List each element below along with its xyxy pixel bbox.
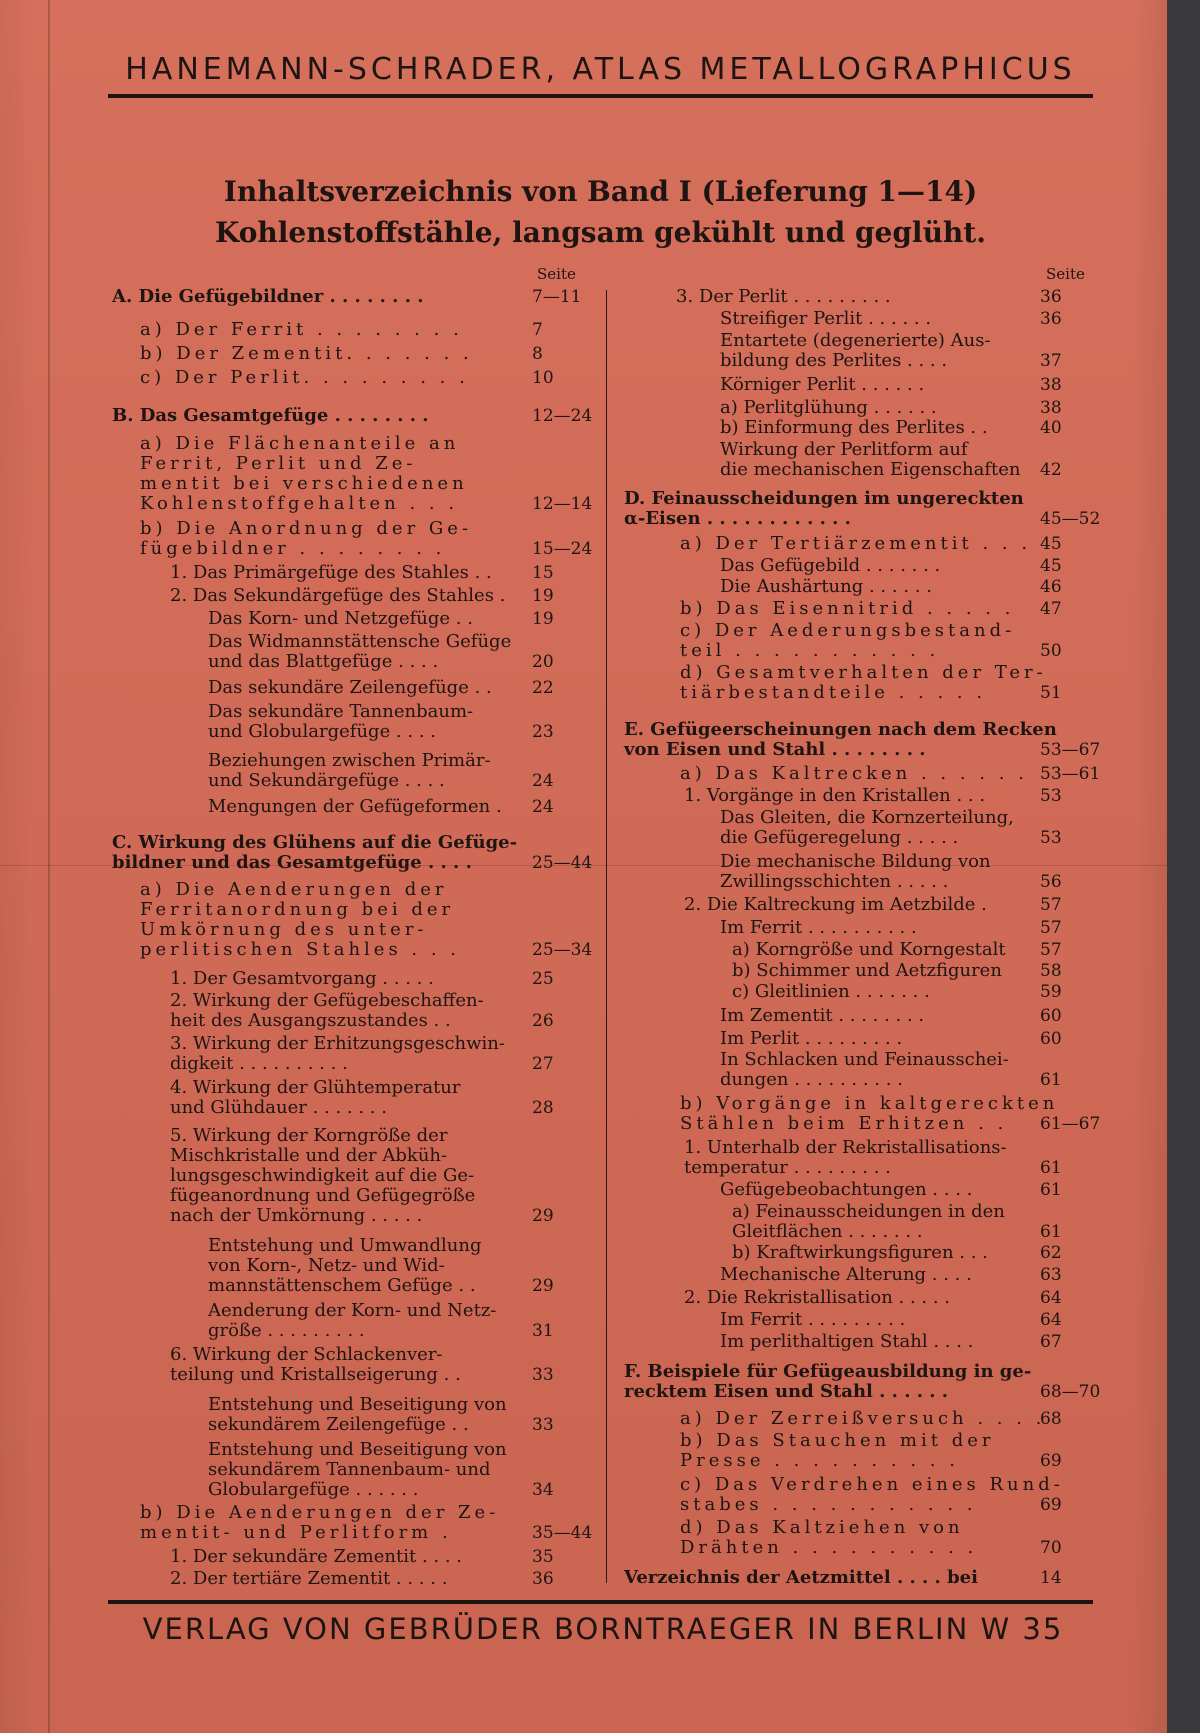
toc-page-number: 68—70 bbox=[1040, 1382, 1101, 1402]
toc-entry bbox=[680, 764, 1028, 784]
toc-entry-text: dungen . . . . . . . . . . bbox=[720, 1069, 903, 1090]
toc-entry bbox=[140, 519, 472, 559]
column-divider bbox=[606, 290, 607, 1583]
toc-entry bbox=[170, 969, 434, 989]
toc-entry bbox=[140, 344, 473, 364]
toc-page-number: 61—67 bbox=[1040, 1114, 1101, 1134]
toc-entry-text: a) Die Aenderungen der bbox=[140, 879, 448, 900]
toc-page-number: 46 bbox=[1040, 577, 1062, 597]
toc-entry-text: a) Feinausscheidungen in den bbox=[732, 1201, 1005, 1222]
toc-page-number: 19 bbox=[532, 609, 554, 629]
toc-page-number: 58 bbox=[1040, 961, 1062, 981]
toc-entry-text: 2. Der tertiäre Zementit . . . . . bbox=[170, 1568, 448, 1589]
toc-entry bbox=[140, 320, 463, 340]
toc-entry bbox=[720, 1029, 902, 1049]
toc-entry bbox=[732, 961, 1002, 981]
toc-subtitle: Kohlenstoffstähle, langsam gekühlt und geglüht. bbox=[215, 216, 986, 249]
toc-entry bbox=[170, 1547, 462, 1567]
toc-entry-text: recktem Eisen und Stahl . . . . . . bbox=[624, 1381, 949, 1402]
toc-entry bbox=[720, 440, 1020, 480]
toc-entry-text: c) Das Verdrehen eines Rund- bbox=[680, 1474, 1064, 1495]
toc-entry-text: 1. Vorgänge in den Kristallen . . . bbox=[684, 785, 986, 806]
toc-page-number: 7—11 bbox=[532, 287, 582, 307]
toc-entry bbox=[684, 786, 985, 806]
toc-page-number: 50 bbox=[1040, 641, 1062, 661]
toc-entry-text: Die Aushärtung . . . . . . bbox=[720, 576, 932, 597]
toc-entry-text: a) Die Flächenanteile an bbox=[140, 433, 460, 454]
toc-entry bbox=[720, 1180, 972, 1200]
toc-entry bbox=[684, 1288, 950, 1308]
toc-page-number: 14 bbox=[1040, 1568, 1062, 1588]
toc-entry bbox=[624, 489, 1024, 529]
toc-entry-text: b) Kraftwirkungsfiguren . . . bbox=[732, 1242, 988, 1263]
toc-entry bbox=[680, 663, 1047, 703]
toc-entry bbox=[720, 1050, 1009, 1090]
toc-page-number: 42 bbox=[1040, 460, 1062, 480]
toc-entry-text: Stählen beim Erhitzen . . bbox=[680, 1113, 1008, 1134]
toc-entry-text: Im Perlit . . . . . . . . . bbox=[720, 1028, 903, 1049]
toc-entry-text: mentit bei verschiedenen bbox=[140, 473, 468, 494]
toc-entry-text: Die mechanische Bildung von bbox=[720, 851, 991, 872]
toc-entry bbox=[170, 1126, 475, 1226]
toc-entry bbox=[208, 702, 473, 742]
toc-page-number: 37 bbox=[1040, 351, 1062, 371]
toc-page-number: 69 bbox=[1040, 1495, 1062, 1515]
toc-page-number: 34 bbox=[532, 1480, 554, 1500]
toc-entry bbox=[720, 418, 988, 438]
toc-entry-text: von Korn-, Netz- und Wid- bbox=[208, 1255, 445, 1276]
toc-entry bbox=[720, 556, 940, 576]
toc-entry-text: digkeit . . . . . . . . . . bbox=[170, 1053, 348, 1074]
toc-entry-text: sekundärem Zeilengefüge . . bbox=[208, 1414, 469, 1435]
toc-entry-text: Im Ferrit . . . . . . . . . bbox=[720, 1309, 906, 1330]
toc-entry bbox=[112, 833, 517, 873]
toc-entry-text: fügebildner . . . . . . . . bbox=[140, 538, 446, 559]
toc-entry bbox=[720, 918, 917, 938]
toc-entry bbox=[170, 991, 484, 1031]
toc-page-number: 56 bbox=[1040, 872, 1062, 892]
toc-entry-text: Mechanische Alterung . . . . bbox=[720, 1264, 972, 1285]
page-column-label-left: Seite bbox=[537, 265, 576, 283]
toc-page-number: 33 bbox=[532, 1415, 554, 1435]
toc-entry bbox=[112, 287, 424, 307]
toc-entry-text: Ferritanordnung bei der bbox=[140, 899, 455, 920]
toc-entry bbox=[208, 797, 502, 817]
toc-entry-text: a) Der Ferrit . . . . . . . . bbox=[140, 319, 463, 340]
toc-entry-text: Das Gleiten, die Kornzerteilung, bbox=[720, 807, 1014, 828]
toc-entry-text: Presse . . . . . . . . . . bbox=[680, 1450, 959, 1471]
toc-entry bbox=[732, 1202, 1005, 1242]
toc-page-number: 57 bbox=[1040, 940, 1062, 960]
toc-entry-text: b) Das Stauchen mit der bbox=[680, 1430, 995, 1451]
toc-entry bbox=[720, 309, 931, 329]
series-title: HANEMANN-SCHRADER, ATLAS METALLOGRAPHICUS bbox=[125, 52, 1076, 87]
toc-page-number: 29 bbox=[532, 1276, 554, 1296]
toc-entry-text: b) Schimmer und Aetzfiguren bbox=[732, 960, 1002, 981]
toc-entry-text: a) Der Tertiärzementit . . . bbox=[680, 533, 1032, 554]
toc-entry-text: Entartete (degenerierte) Aus- bbox=[720, 330, 991, 351]
toc-entry bbox=[140, 1503, 499, 1543]
toc-entry-text: Im perlithaltigen Stahl . . . . bbox=[720, 1331, 974, 1352]
toc-entry bbox=[624, 1362, 1031, 1402]
toc-entry-text: teil . . . . . . . . . . . bbox=[680, 640, 940, 661]
toc-entry-text: b) Einformung des Perlites . . bbox=[720, 417, 988, 438]
toc-entry-text: Globulargefüge . . . . . . bbox=[208, 1479, 419, 1500]
toc-page-number: 61 bbox=[1040, 1222, 1062, 1242]
fold-crease bbox=[48, 0, 50, 1733]
toc-page-number: 53—67 bbox=[1040, 740, 1101, 760]
toc-entry-text: 3. Der Perlit . . . . . . . . . bbox=[676, 286, 891, 307]
toc-entry-text: Im Ferrit . . . . . . . . . . bbox=[720, 917, 917, 938]
toc-page-number: 40 bbox=[1040, 418, 1062, 438]
toc-entry-text: E. Gefügeerscheinungen nach dem Recken bbox=[624, 719, 1057, 740]
toc-entry-text: Aenderung der Korn- und Netz- bbox=[208, 1300, 497, 1321]
toc-page-number: 35 bbox=[532, 1547, 554, 1567]
toc-page-number: 8 bbox=[532, 344, 543, 364]
toc-page-number: 36 bbox=[1040, 309, 1062, 329]
toc-entry-text: Im Zementit . . . . . . . . bbox=[720, 1005, 925, 1026]
toc-entry-text: mentit- und Perlitform . bbox=[140, 1522, 452, 1543]
toc-entry-text: 2. Die Rekristallisation . . . . . bbox=[684, 1287, 951, 1308]
toc-entry bbox=[140, 368, 469, 388]
toc-page-number: 60 bbox=[1040, 1029, 1062, 1049]
toc-entry-text: und Globulargefüge . . . . bbox=[208, 721, 436, 742]
toc-entry-text: temperatur . . . . . . . . . bbox=[684, 1157, 891, 1178]
toc-entry-text: tiärbestandteile . . . . . bbox=[680, 682, 987, 703]
publisher-footer: VERLAG VON GEBRÜDER BORNTRAEGER IN BERLIN W 35 bbox=[142, 1612, 1064, 1646]
toc-entry-text: 1. Unterhalb der Rekristallisations- bbox=[684, 1137, 1007, 1158]
toc-title: Inhaltsverzeichnis von Band I (Lieferung 1—14) bbox=[223, 175, 978, 208]
toc-entry-text: 4. Wirkung der Glühtemperatur bbox=[170, 1077, 461, 1098]
toc-entry bbox=[680, 621, 1015, 661]
toc-entry-text: nach der Umkörnung . . . . . bbox=[170, 1205, 423, 1226]
toc-entry bbox=[170, 563, 492, 583]
toc-entry bbox=[170, 1078, 461, 1118]
toc-entry-text: b) Die Anordnung der Ge- bbox=[140, 518, 473, 539]
toc-entry-text: b) Die Aenderungen der Ze- bbox=[140, 1502, 500, 1523]
toc-entry-text: α-Eisen . . . . . . . . . . . . bbox=[624, 508, 851, 529]
toc-page-number: 15 bbox=[532, 563, 554, 583]
toc-entry-text: 2. Das Sekundärgefüge des Stahles . bbox=[170, 585, 506, 606]
toc-entry-text: 5. Wirkung der Korngröße der bbox=[170, 1125, 448, 1146]
toc-entry-text: 1. Der Gesamtvorgang . . . . . bbox=[170, 968, 434, 989]
toc-entry bbox=[170, 1034, 505, 1074]
toc-entry-text: Körniger Perlit . . . . . . bbox=[720, 374, 925, 395]
toc-page-number: 33 bbox=[532, 1365, 554, 1385]
toc-page-number: 53 bbox=[1040, 828, 1062, 848]
toc-entry bbox=[720, 398, 937, 418]
toc-entry bbox=[140, 880, 460, 960]
toc-page-number: 28 bbox=[532, 1098, 554, 1118]
toc-entry-text: C. Wirkung des Glühens auf die Gefüge- bbox=[112, 832, 518, 853]
toc-entry bbox=[624, 1568, 978, 1588]
toc-entry-text: Kohlenstoffgehalten . . . bbox=[140, 493, 459, 514]
toc-page-number: 68 bbox=[1040, 1409, 1062, 1429]
toc-entry-text: stabes . . . . . . . . . . . bbox=[680, 1494, 977, 1515]
toc-entry bbox=[684, 895, 987, 915]
toc-page-number: 70 bbox=[1040, 1538, 1062, 1558]
toc-entry-text: a) Der Zerreißversuch . . . . bbox=[680, 1408, 1046, 1429]
toc-page-number: 53—61 bbox=[1040, 764, 1101, 784]
toc-page-number: 61 bbox=[1040, 1070, 1062, 1090]
toc-page-number: 24 bbox=[532, 797, 554, 817]
toc-entry-text: heit des Ausgangszustandes . . bbox=[170, 1010, 451, 1031]
toc-entry-text: Streifiger Perlit . . . . . . bbox=[720, 308, 932, 329]
toc-entry bbox=[208, 1301, 496, 1341]
toc-page-number: 38 bbox=[1040, 398, 1062, 418]
toc-entry-text: und Glühdauer . . . . . . . bbox=[170, 1097, 387, 1118]
toc-entry-text: Das Gefügebild . . . . . . . bbox=[720, 555, 941, 576]
toc-page-number: 12—24 bbox=[532, 406, 593, 426]
toc-entry-text: teilung und Kristallseigerung . . bbox=[170, 1364, 461, 1385]
toc-entry-text: Entstehung und Umwandlung bbox=[208, 1235, 482, 1256]
toc-entry-text: von Eisen und Stahl . . . . . . . . bbox=[624, 739, 926, 760]
toc-entry-text: mannstättenschem Gefüge . . bbox=[208, 1275, 476, 1296]
toc-page-number: 19 bbox=[532, 586, 554, 606]
toc-page-number: 7 bbox=[532, 320, 543, 340]
toc-entry-text: a) Perlitglühung . . . . . . bbox=[720, 397, 937, 418]
toc-page-number: 10 bbox=[532, 368, 554, 388]
toc-entry bbox=[720, 1310, 905, 1330]
toc-entry-text: d) Gesamtverhalten der Ter- bbox=[680, 662, 1047, 683]
toc-entry-text: F. Beispiele für Gefügeausbildung in ge- bbox=[624, 1361, 1032, 1382]
toc-page-number: 22 bbox=[532, 678, 554, 698]
toc-entry-text: Das Widmannstättensche Gefüge bbox=[208, 631, 512, 652]
toc-page-number: 45 bbox=[1040, 556, 1062, 576]
toc-entry-text: A. Die Gefügebildner . . . . . . . . bbox=[112, 286, 424, 307]
toc-page-number: 26 bbox=[532, 1011, 554, 1031]
toc-entry-text: Drähten . . . . . . . . . . bbox=[680, 1537, 978, 1558]
toc-entry bbox=[684, 1138, 1007, 1178]
toc-page-number: 25—34 bbox=[532, 940, 593, 960]
toc-entry bbox=[208, 751, 491, 791]
toc-page-number: 25—44 bbox=[532, 853, 593, 873]
toc-entry bbox=[680, 599, 1014, 619]
toc-entry-text: Gefügebeobachtungen . . . . bbox=[720, 1179, 973, 1200]
toc-page-number: 67 bbox=[1040, 1332, 1062, 1352]
toc-entry-text: Mischkristalle und der Abküh- bbox=[170, 1145, 448, 1166]
toc-page-number: 24 bbox=[532, 771, 554, 791]
toc-entry-text: 6. Wirkung der Schlackenver- bbox=[170, 1344, 443, 1365]
toc-entry bbox=[208, 632, 511, 672]
toc-entry-text: Das Korn- und Netzgefüge . . bbox=[208, 608, 473, 629]
toc-entry-text: 1. Das Primärgefüge des Stahles . . bbox=[170, 562, 492, 583]
toc-entry bbox=[624, 720, 1057, 760]
toc-entry-text: d) Das Kaltziehen von bbox=[680, 1517, 964, 1538]
toc-entry bbox=[680, 1094, 1058, 1134]
toc-entry bbox=[720, 852, 991, 892]
toc-entry bbox=[170, 1569, 447, 1589]
toc-entry bbox=[720, 1265, 972, 1285]
toc-entry-text: Umkörnung des unter- bbox=[140, 919, 428, 940]
toc-entry bbox=[208, 1236, 482, 1296]
toc-entry-text: 2. Wirkung der Gefügebeschaffen- bbox=[170, 990, 484, 1011]
toc-entry-text: Mengungen der Gefügeformen . bbox=[208, 796, 502, 817]
toc-page-number: 69 bbox=[1040, 1451, 1062, 1471]
toc-entry bbox=[720, 577, 932, 597]
toc-entry-text: 3. Wirkung der Erhitzungsgeschwin- bbox=[170, 1033, 505, 1054]
toc-entry bbox=[680, 1431, 994, 1471]
toc-entry-text: fügeanordnung und Gefügegröße bbox=[170, 1185, 476, 1206]
toc-entry-text: Ferrit, Perlit und Ze- bbox=[140, 453, 417, 474]
toc-page-number: 45—52 bbox=[1040, 509, 1101, 529]
toc-entry-text: die Gefügeregelung . . . . . bbox=[720, 827, 959, 848]
toc-entry-text: c) Gleitlinien . . . . . . . bbox=[732, 981, 930, 1002]
toc-entry-text: Das sekundäre Tannenbaum- bbox=[208, 701, 474, 722]
toc-entry-text: lungsgeschwindigkeit auf die Ge- bbox=[170, 1165, 475, 1186]
toc-page-number: 60 bbox=[1040, 1006, 1062, 1026]
toc-entry-text: D. Feinausscheidungen im ungereckten bbox=[624, 488, 1024, 509]
toc-entry-text: sekundärem Tannenbaum- und bbox=[208, 1459, 491, 1480]
toc-entry bbox=[732, 1243, 988, 1263]
toc-entry-text: Entstehung und Beseitigung von bbox=[208, 1394, 507, 1415]
toc-page-number: 63 bbox=[1040, 1265, 1062, 1285]
toc-entry bbox=[208, 1440, 507, 1500]
toc-page-number: 45 bbox=[1040, 534, 1062, 554]
toc-entry-text: und das Blattgefüge . . . . bbox=[208, 651, 439, 672]
toc-entry bbox=[170, 1345, 461, 1385]
toc-page-number: 35—44 bbox=[532, 1523, 593, 1543]
toc-entry-text: Entstehung und Beseitigung von bbox=[208, 1439, 507, 1460]
toc-page-number: 38 bbox=[1040, 375, 1062, 395]
toc-entry bbox=[140, 434, 468, 514]
toc-entry bbox=[170, 586, 505, 606]
toc-entry bbox=[720, 331, 991, 371]
toc-entry-text: a) Das Kaltrecken . . . . . . bbox=[680, 763, 1028, 784]
toc-page-number: 29 bbox=[532, 1206, 554, 1226]
toc-entry bbox=[720, 808, 1014, 848]
toc-entry bbox=[720, 1006, 924, 1026]
toc-entry bbox=[732, 940, 1006, 960]
toc-page-number: 51 bbox=[1040, 683, 1062, 703]
toc-entry-text: Beziehungen zwischen Primär- bbox=[208, 750, 491, 771]
toc-entry bbox=[680, 1409, 1045, 1429]
toc-entry-text: 1. Der sekundäre Zementit . . . . bbox=[170, 1546, 462, 1567]
toc-entry-text: Verzeichnis der Aetzmittel . . . . bei bbox=[624, 1567, 978, 1588]
toc-entry bbox=[680, 1518, 977, 1558]
footer-rule bbox=[108, 1600, 1093, 1604]
toc-page-number: 53 bbox=[1040, 786, 1062, 806]
toc-entry-text: Wirkung der Perlitform auf bbox=[720, 439, 968, 460]
toc-page-number: 64 bbox=[1040, 1310, 1062, 1330]
toc-entry bbox=[208, 1395, 507, 1435]
toc-entry-text: B. Das Gesamtgefüge . . . . . . . . bbox=[112, 405, 429, 426]
toc-page-number: 62 bbox=[1040, 1243, 1062, 1263]
toc-entry bbox=[732, 982, 930, 1002]
toc-entry-text: perlitischen Stahles . . . bbox=[140, 939, 461, 960]
toc-entry-text: b) Das Eisennitrid . . . . . bbox=[680, 598, 1015, 619]
toc-entry bbox=[208, 678, 492, 698]
toc-entry-text: a) Korngröße und Korngestalt bbox=[732, 939, 1006, 960]
toc-page-number: 64 bbox=[1040, 1288, 1062, 1308]
toc-entry-text: Das sekundäre Zeilengefüge . . bbox=[208, 677, 492, 698]
toc-page-number: 15—24 bbox=[532, 539, 593, 559]
toc-page-number: 23 bbox=[532, 722, 554, 742]
toc-page-number: 31 bbox=[532, 1321, 554, 1341]
toc-entry bbox=[720, 375, 924, 395]
toc-entry bbox=[676, 287, 891, 307]
toc-entry-text: größe . . . . . . . . . bbox=[208, 1320, 365, 1341]
toc-entry-text: c) Der Perlit. . . . . . . . . bbox=[140, 367, 469, 388]
toc-entry-text: In Schlacken und Feinausschei- bbox=[720, 1049, 1009, 1070]
toc-page-number: 36 bbox=[1040, 287, 1062, 307]
toc-page-number: 12—14 bbox=[532, 494, 593, 514]
toc-page-number: 57 bbox=[1040, 918, 1062, 938]
toc-entry bbox=[680, 1475, 1064, 1515]
toc-page-number: 47 bbox=[1040, 599, 1062, 619]
toc-page-number: 20 bbox=[532, 652, 554, 672]
header-rule bbox=[108, 94, 1093, 98]
page-column-label-right: Seite bbox=[1046, 265, 1085, 283]
toc-entry-text: bildner und das Gesamtgefüge . . . . bbox=[112, 852, 472, 873]
toc-entry-text: b) Vorgänge in kaltgereckten bbox=[680, 1093, 1059, 1114]
toc-entry-text: Zwillingsschichten . . . . . bbox=[720, 871, 949, 892]
toc-entry bbox=[680, 534, 1031, 554]
toc-entry-text: die mechanischen Eigenschaften bbox=[720, 459, 1021, 480]
toc-page-number: 57 bbox=[1040, 895, 1062, 915]
toc-entry-text: b) Der Zementit. . . . . . . bbox=[140, 343, 473, 364]
toc-entry bbox=[208, 609, 473, 629]
toc-page-number: 36 bbox=[532, 1569, 554, 1589]
toc-page-number: 61 bbox=[1040, 1158, 1062, 1178]
toc-page-number: 61 bbox=[1040, 1180, 1062, 1200]
toc-page-number: 25 bbox=[532, 969, 554, 989]
toc-entry-text: Gleitflächen . . . . . . . bbox=[732, 1221, 923, 1242]
toc-entry-text: c) Der Aederungsbestand- bbox=[680, 620, 1016, 641]
toc-entry bbox=[112, 406, 429, 426]
toc-page-number: 59 bbox=[1040, 982, 1062, 1002]
toc-entry-text: 2. Die Kaltreckung im Aetzbilde . bbox=[684, 894, 987, 915]
toc-entry-text: und Sekundärgefüge . . . . bbox=[208, 770, 445, 791]
toc-page-number: 27 bbox=[532, 1054, 554, 1074]
toc-entry-text: bildung des Perlites . . . . bbox=[720, 350, 948, 371]
toc-entry bbox=[720, 1332, 973, 1352]
